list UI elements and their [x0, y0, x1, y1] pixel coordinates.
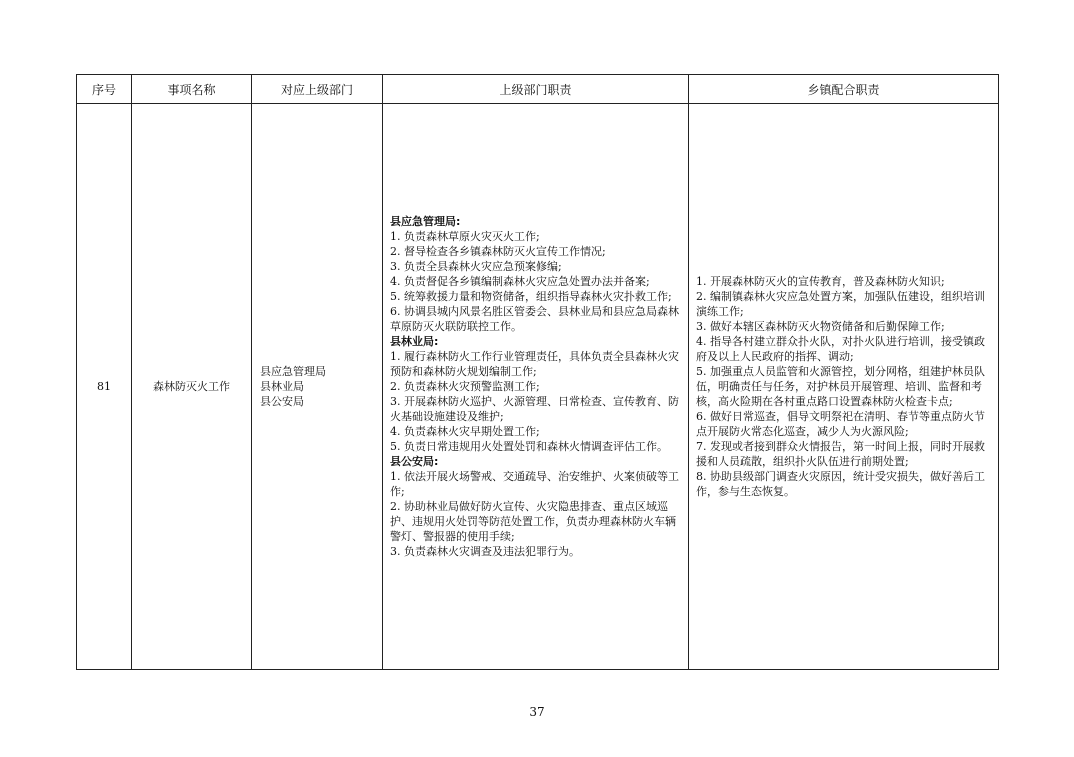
header-item-name: 事项名称: [132, 75, 252, 104]
header-town-duty: 乡镇配合职责: [689, 75, 999, 104]
table-header-row: [77, 75, 999, 104]
duty-item: 4. 负责督促各乡镇编制森林火灾应急处置办法并备案;: [390, 275, 650, 288]
coop-item: 3. 做好本辖区森林防灭火物资储备和后勤保障工作;: [696, 320, 945, 333]
duty-heading: 县公安局:: [390, 455, 439, 468]
cell-seq: 81: [77, 104, 132, 670]
duty-table: [76, 74, 999, 670]
department-line: 县林业局: [260, 380, 304, 393]
duty-item: 1. 依法开展火场警戒、交通疏导、治安维护、火案侦破等工作;: [390, 470, 679, 498]
coop-item: 8. 协助县级部门调查火灾原因，统计受灾损失，做好善后工作，参与生态恢复。: [696, 470, 985, 498]
duty-item: 1. 履行森林防火工作行业管理责任，具体负责全县森林火灾预防和森林防火规划编制工作;: [390, 350, 679, 378]
coop-item: 5. 加强重点人员监管和火源管控，划分网格，组建护林员队伍，明确责任与任务，对护林员开展管理、培训、监督和考核，高火险期在各村重点路口设置森林防火检查卡点;: [696, 365, 985, 408]
table-row: [77, 104, 999, 670]
page-number: 37: [529, 705, 545, 719]
department-line: 县应急管理局: [260, 365, 326, 378]
duty-heading: 县林业局:: [390, 335, 439, 348]
duty-item: 5. 统筹救援力量和物资储备，组织指导森林火灾扑救工作;: [390, 290, 672, 303]
duty-heading: 县应急管理局:: [390, 215, 461, 228]
duty-item: 1. 负责森林草原火灾灭火工作;: [390, 230, 540, 243]
coop-item: 7. 发现或者接到群众火情报告，第一时间上报，同时开展救援和人员疏散，组织扑火队伍进行前期处置;: [696, 440, 985, 468]
coop-item: 6. 做好日常巡查，倡导文明祭祀在清明、春节等重点防火节点开展防火常态化巡查，减少人为火源风险;: [696, 410, 985, 438]
department-line: 县公安局: [260, 395, 304, 408]
duty-item: 3. 负责森林火灾调查及违法犯罪行为。: [390, 545, 580, 558]
cell-town-duties: [689, 104, 999, 670]
header-seq: 序号: [77, 75, 132, 104]
header-department: 对应上级部门: [252, 75, 383, 104]
cell-item-name: 森林防灭火工作: [132, 104, 252, 670]
cell-upper-duties: [383, 104, 689, 670]
duty-item: 3. 负责全县森林火灾应急预案修编;: [390, 260, 562, 273]
duty-item: 2. 督导检查各乡镇森林防灭火宣传工作情况;: [390, 245, 606, 258]
duty-item: 5. 负责日常违规用火处置处罚和森林火情调查评估工作。: [390, 440, 668, 453]
coop-item: 2. 编制镇森林火灾应急处置方案，加强队伍建设，组织培训演练工作;: [696, 290, 985, 318]
header-upper-duty: 上级部门职责: [383, 75, 689, 104]
coop-item: 4. 指导各村建立群众扑火队，对扑火队进行培训，接受镇政府及以上人民政府的指挥、调动;: [696, 335, 985, 363]
cell-departments: [252, 104, 383, 670]
duty-item: 6. 协调县城内风景名胜区管委会、县林业局和县应急局森林草原防灭火联防联控工作。: [390, 305, 679, 333]
duty-item: 4. 负责森林火灾早期处置工作;: [390, 425, 540, 438]
duty-item: 2. 协助林业局做好防火宣传、火灾隐患排查、重点区域巡护、违规用火处罚等防范处置工作，负责办理森林防火车辆警灯、警报器的使用手续;: [390, 500, 676, 543]
coop-item: 1. 开展森林防灭火的宣传教育，普及森林防火知识;: [696, 275, 945, 288]
duty-item: 3. 开展森林防火巡护、火源管理、日常检查、宣传教育、防火基础设施建设及维护;: [390, 395, 679, 423]
duty-item: 2. 负责森林火灾预警监测工作;: [390, 380, 540, 393]
